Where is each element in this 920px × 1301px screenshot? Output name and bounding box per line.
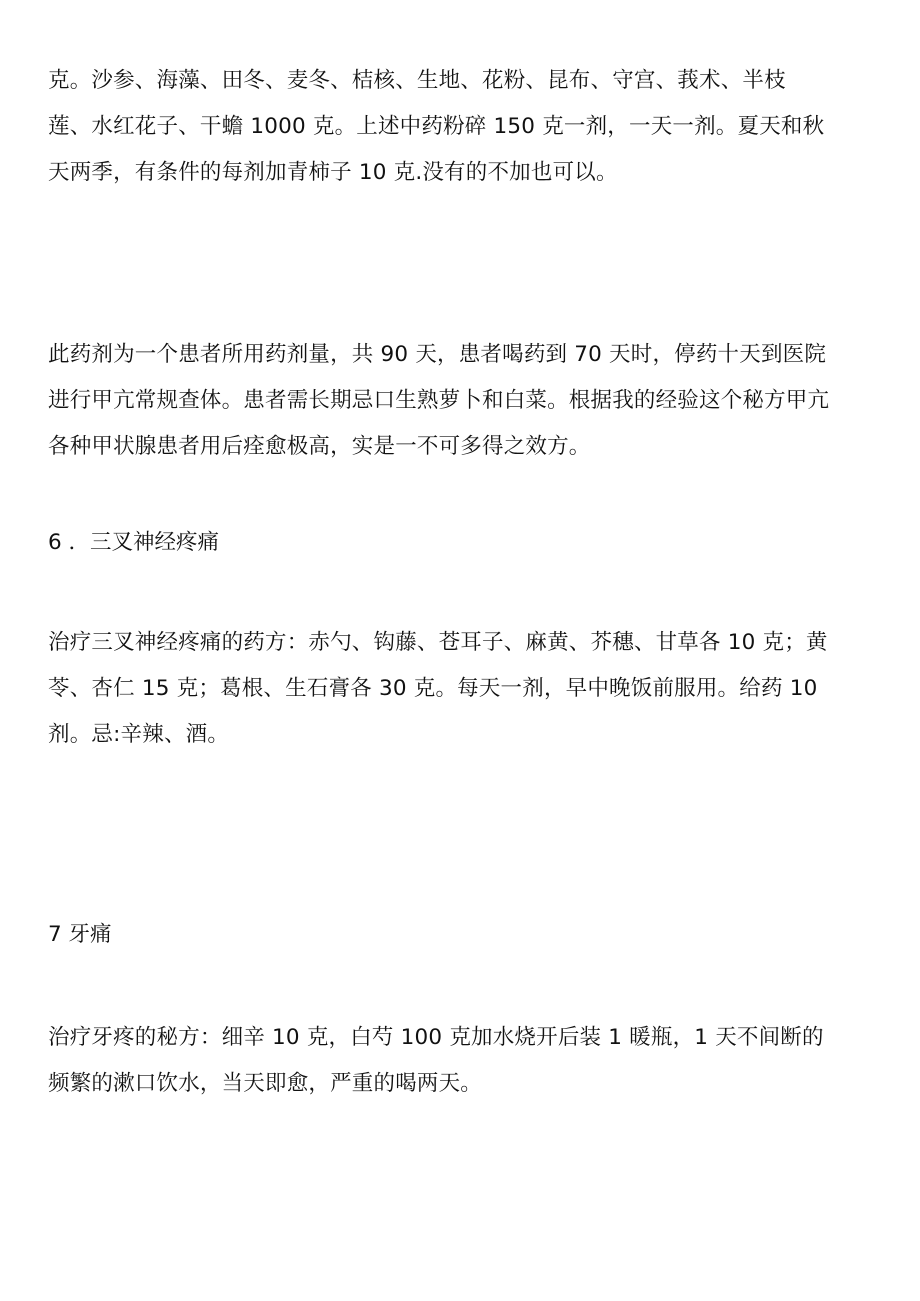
paragraph-trigeminal-prescription — [48, 620, 878, 758]
text-line: 治疗三叉神经疼痛的药方：赤勺、钩藤、苍耳子、麻黄、芥穗、甘草各 10 克；黄 — [48, 630, 828, 655]
text-line: 治疗牙疼的秘方：细辛 10 克，白芍 100 克加水烧开后装 1 暖瓶，1 天不间断的 — [48, 1025, 824, 1050]
text-line: 各种甲状腺患者用后痊愈极高，实是一不可多得之效方。 — [48, 434, 591, 459]
text-line: 天两季，有条件的每剂加青柿子 10 克.没有的不加也可以。 — [48, 160, 618, 185]
text-line: 剂。忌:辛辣、酒。 — [48, 722, 230, 747]
paragraph-formula-continued — [48, 58, 878, 196]
text-line: 克。沙参、海藻、田冬、麦冬、桔核、生地、花粉、昆布、守宫、莪术、半枝 — [48, 68, 786, 93]
section-heading-trigeminal — [48, 520, 878, 566]
section-heading-toothache — [48, 912, 878, 958]
text-line: 莲、水红花子、干蟾 1000 克。上述中药粉碎 150 克一剂，一天一剂。夏天和秋 — [48, 114, 825, 139]
paragraph-dosage-notes — [48, 332, 878, 470]
text-line: 频繁的漱口饮水，当天即愈，严重的喝两天。 — [48, 1071, 483, 1096]
text-line: 进行甲亢常规查体。患者需长期忌口生熟萝卜和白菜。根据我的经验这个秘方甲亢 — [48, 388, 830, 413]
section-heading: 6 ．三叉神经疼痛 — [48, 530, 220, 555]
paragraph-toothache-prescription — [48, 1015, 878, 1107]
text-line: 苓、杏仁 15 克；葛根、生石膏各 30 克。每天一剂，早中晚饭前服用。给药 10 — [48, 676, 818, 701]
section-heading: 7 牙痛 — [48, 922, 112, 947]
text-line: 此药剂为一个患者所用药剂量，共 90 天，患者喝药到 70 天时，停药十天到医院 — [48, 342, 827, 367]
